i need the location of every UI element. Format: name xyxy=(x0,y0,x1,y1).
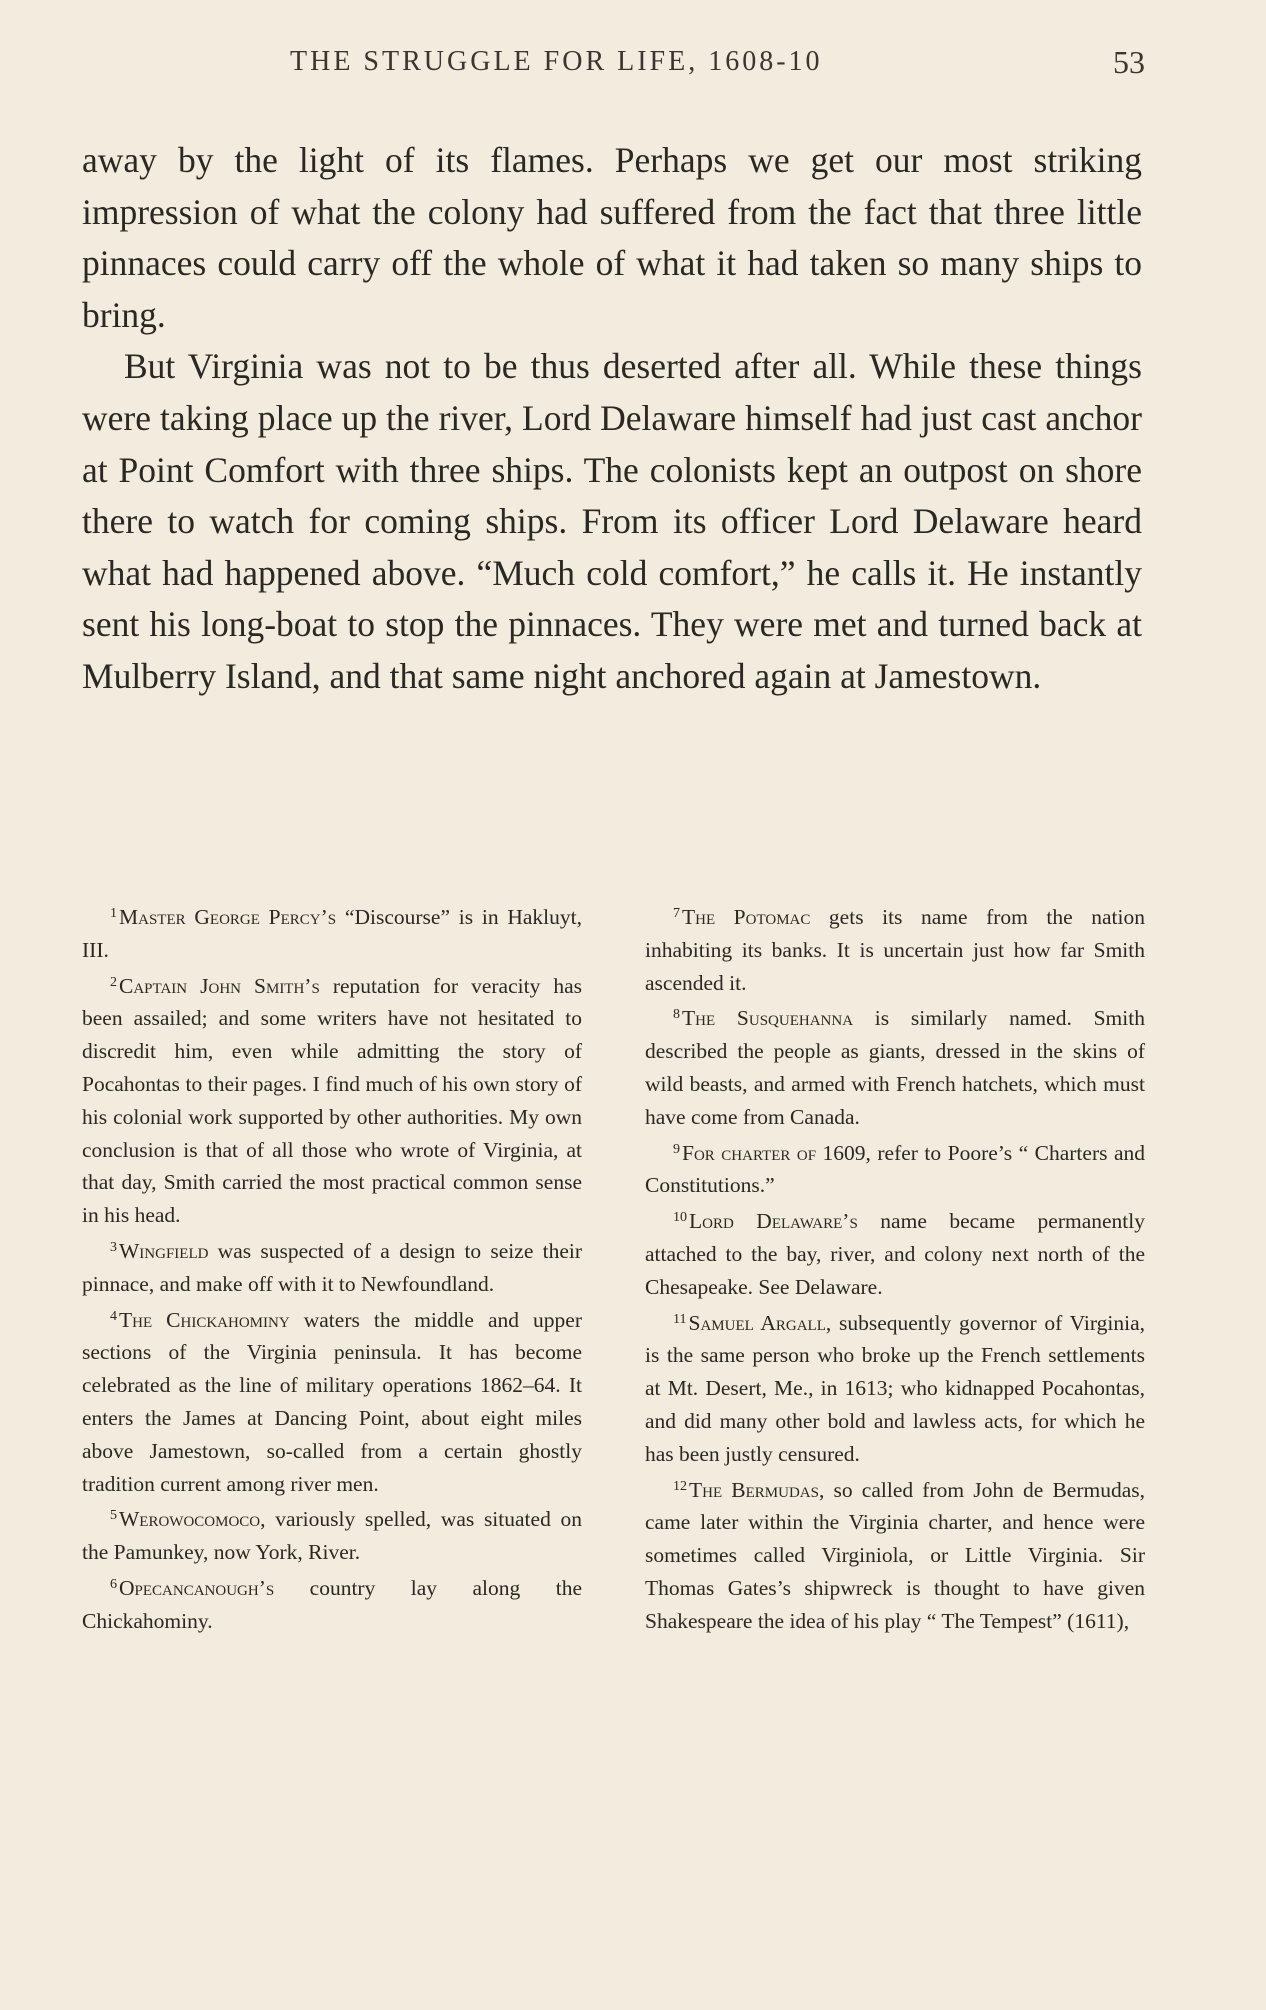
footnote-lead: Samuel Argall, xyxy=(688,1310,832,1335)
footnote-marker: 11 xyxy=(673,1311,687,1327)
page-number: 53 xyxy=(1113,44,1145,80)
footnote-column-left xyxy=(82,898,582,1638)
footnote-5 xyxy=(82,1500,582,1569)
footnote-marker: 5 xyxy=(110,1508,117,1524)
main-text xyxy=(82,135,1142,703)
footnote-text: is similarly named. Smith described the people as giants, dressed in the skins of wild beasts, and armed with French hatchets, which must have come from Canada. xyxy=(645,1006,1145,1129)
running-title: THE STRUGGLE FOR LIFE, 1608-10 xyxy=(290,46,823,77)
footnote-lead: Lord Delaware’s xyxy=(689,1209,858,1234)
footnote-lead: The Chickahominy xyxy=(119,1307,290,1332)
footnote-1 xyxy=(82,898,582,967)
footnote-marker: 9 xyxy=(673,1141,680,1157)
footnote-marker: 10 xyxy=(673,1210,687,1226)
footnote-2 xyxy=(82,967,582,1232)
footnote-lead: The Susquehanna xyxy=(682,1006,854,1031)
footnote-lead: Wingfield xyxy=(119,1238,209,1263)
body-paragraph: But Virginia was not to be thus deserted after all. While these things were taking place up the river, Lord Delaware himself had just cast anchor at Point Comfort with three ships. The colonists kept an outpost on shore there to watch for coming ships. From its officer Lord Delaware heard what had happened above. “Much cold comfort,” he calls it. He instantly sent his long-boat to stop the pinnaces. They were met and turned back at Mulberry Island, and that same night anchored again at Jamestown. xyxy=(82,346,1142,696)
footnotes xyxy=(82,898,1145,1898)
footnote-text: 1609, refer to Poore’s “ Charters and Constitutions.” xyxy=(645,1140,1145,1198)
footnote-marker: 8 xyxy=(673,1007,680,1023)
footnote-lead: Werowocomoco, xyxy=(119,1507,266,1532)
footnote-text: “Discourse” is in Hakluyt, III. xyxy=(82,905,582,962)
footnote-marker: 6 xyxy=(110,1576,117,1592)
footnote-marker: 1 xyxy=(110,906,117,921)
footnote-text: so called from John de Bermudas, came later within the Virginia charter, and hence were sometimes called Virginiola, or Little Virginia. Sir Thomas Gates’s shipwreck is thought to have given Shakespeare the idea of his play “ The Tempest” (1611), xyxy=(645,1477,1145,1633)
footnote-text: variously spelled, was situated on the Pamunkey, now York, River. xyxy=(82,1507,582,1565)
footnote-text: subsequently governor of Virginia, is the same person who broke up the French settlements at Mt. Desert, Me., in 1613; who kidnapped Pocahontas, and did many other bold and lawless acts, for which he has been justly censured. xyxy=(645,1310,1145,1466)
footnote-marker: 7 xyxy=(673,906,680,921)
footnote-7 xyxy=(645,898,1145,999)
footnote-3 xyxy=(82,1232,582,1301)
footnote-text: gets its name from the nation inhabiting its banks. It is uncertain just how far Smith ascended it. xyxy=(645,905,1145,995)
footnote-marker: 2 xyxy=(110,974,117,990)
footnote-lead: Captain John Smith’s xyxy=(119,973,320,998)
footnote-text: country lay along the Chickahominy. xyxy=(82,1575,582,1633)
footnote-6 xyxy=(82,1569,582,1638)
footnote-marker: 4 xyxy=(110,1308,117,1324)
footnote-8 xyxy=(645,999,1145,1133)
footnote-lead: The Bermudas, xyxy=(689,1477,825,1502)
footnote-marker: 12 xyxy=(673,1478,687,1494)
footnote-lead: Opecancanough’s xyxy=(119,1575,275,1600)
body-paragraph: away by the light of its flames. Perhaps we get our most striking impression of what the colony had suffered from the fact that three little pinnaces could carry off the whole of what it had taken so many ships to bring. xyxy=(82,140,1142,335)
footnote-text: waters the middle and upper sections of the Virginia peninsula. It has become celebrated as the line of military operations 1862–64. It enters the James at Dancing Point, about eight miles above Jamestown, so-called from a certain ghostly tradition current among river men. xyxy=(82,1307,582,1496)
running-head xyxy=(290,44,1170,84)
footnote-text: reputation for veracity has been assailed; and some writers have not hesitated to discredit him, even while admitting the story of Pocahontas to their pages. I find much of his own story of his colonial work supported by other authorities. My own conclusion is that of all those who wrote of Virginia, at that day, Smith carried the most practical common sense in his head. xyxy=(82,973,582,1228)
footnote-11 xyxy=(645,1304,1145,1471)
footnote-lead: For charter of xyxy=(682,1140,817,1165)
footnote-text: was suspected of a design to seize their pinnace, and make off with it to Newfoundland. xyxy=(82,1238,582,1296)
footnote-marker: 3 xyxy=(110,1239,117,1255)
footnote-text: name became permanently attached to the bay, river, and colony next north of the Chesapeake. See Delaware. xyxy=(645,1209,1145,1299)
footnote-column-right xyxy=(645,898,1145,1638)
footnote-9 xyxy=(645,1134,1145,1203)
footnote-lead: Master George Percy’s xyxy=(119,905,337,929)
footnote-4 xyxy=(82,1301,582,1501)
footnote-10 xyxy=(645,1202,1145,1303)
footnote-12 xyxy=(645,1471,1145,1638)
footnote-lead: The Potomac xyxy=(682,905,811,929)
